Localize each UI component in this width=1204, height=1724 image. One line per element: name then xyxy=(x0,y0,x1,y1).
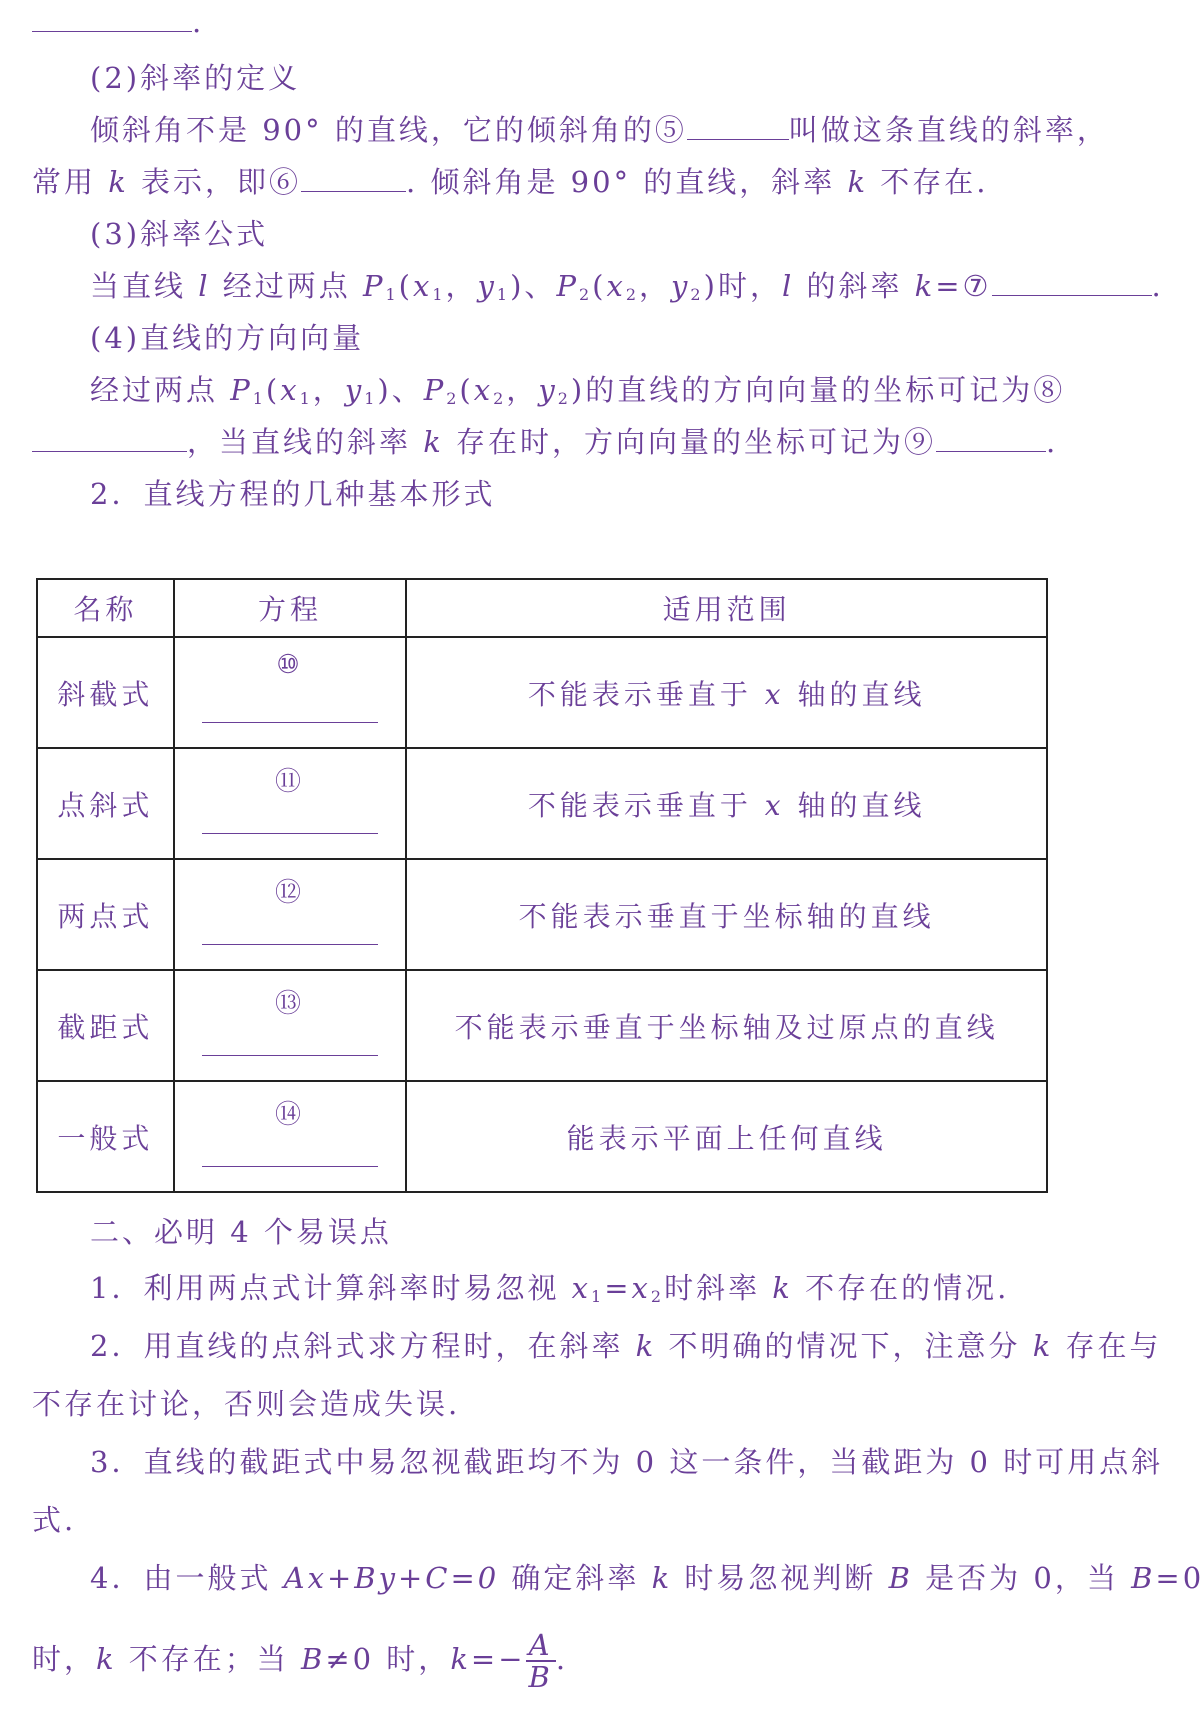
answer-blank-6[interactable] xyxy=(301,163,406,192)
form-scope: 能表示平面上任何直线 xyxy=(406,1081,1047,1192)
slope-definition-title: (2)斜率的定义 xyxy=(90,61,301,95)
table-row xyxy=(37,1081,1047,1192)
answer-blank-14[interactable] xyxy=(202,1166,379,1167)
blank-number: ⑫ xyxy=(275,878,306,908)
answer-blank[interactable] xyxy=(32,3,192,32)
fraction-a-over-b: $\frac{A}{B}$ xyxy=(526,1630,556,1692)
answer-blank-9[interactable] xyxy=(936,423,1046,452)
error-point-4-cont: 时，k 不存在；当 B≠0 时，k=− $\frac{A}{B}$ . xyxy=(32,1628,569,1694)
slope-formula-line: 当直线 l 经过两点 $P_1(x_1$，$y_1$)、$P_2(x_2$，$y_2$)时，l 的斜率 k=⑦ . xyxy=(90,269,1164,304)
table-header-scope: 适用范围 xyxy=(406,579,1047,637)
equation-cell[interactable] xyxy=(174,859,407,970)
section-title-error-points: 二、必明 4 个易误点 xyxy=(90,1215,392,1249)
form-scope: 不能表示垂直于坐标轴及过原点的直线 xyxy=(406,970,1047,1081)
equation-cell[interactable] xyxy=(174,970,407,1081)
blank-number: ⑬ xyxy=(275,989,306,1019)
error-point-1: 1．利用两点式计算斜率时易忽视 $x_1=x_2$时斜率 k 不存在的情况. xyxy=(90,1271,1010,1306)
form-scope: 不能表示垂直于坐标轴的直线 xyxy=(406,859,1047,970)
error-point-3: 3．直线的截距式中易忽视截距均不为 0 这一条件，当截距为 0 时可用点斜 xyxy=(90,1445,1164,1479)
table-row xyxy=(37,859,1047,970)
form-name: 两点式 xyxy=(37,859,174,970)
form-name: 截距式 xyxy=(37,970,174,1081)
form-scope: 不能表示垂直于 x 轴的直线 xyxy=(406,637,1047,748)
top-answer-line: . xyxy=(0,2,1112,42)
section-heading-line-forms: 2．直线方程的几种基本形式 xyxy=(90,477,496,511)
table-row xyxy=(37,748,1047,859)
direction-vector-line2: ，当直线的斜率 k 存在时，方向向量的坐标可记为⑨ . xyxy=(0,422,1112,462)
answer-blank-13[interactable] xyxy=(202,1055,379,1056)
answer-blank-8[interactable] xyxy=(32,423,187,452)
blank-number: ⑪ xyxy=(275,767,306,797)
slope-definition-line1: 倾斜角不是 90° 的直线，它的倾斜角的⑤ 叫做这条直线的斜率， xyxy=(90,113,1109,147)
form-name: 点斜式 xyxy=(37,748,174,859)
table-header-row xyxy=(37,579,1047,637)
direction-vector-title: (4)直线的方向向量 xyxy=(90,321,365,355)
blank-number: ⑩ xyxy=(276,650,304,680)
error-point-2-cont: 不存在讨论，否则会造成失误. xyxy=(32,1387,461,1421)
error-point-3-cont: 式. xyxy=(32,1503,77,1537)
equation-cell[interactable] xyxy=(174,637,407,748)
answer-blank-12[interactable] xyxy=(202,944,379,945)
slope-definition-line2: 常用 k 表示，即⑥ . 倾斜角是 90° 的直线，斜率 k 不存在. xyxy=(32,165,989,199)
form-name: 斜截式 xyxy=(37,637,174,748)
error-point-2: 2．用直线的点斜式求方程时，在斜率 k 不明确的情况下，注意分 k 存在与 xyxy=(90,1329,1162,1363)
form-name: 一般式 xyxy=(37,1081,174,1192)
error-point-4: 4．由一般式 Ax+By+C=0 确定斜率 k 时易忽视判断 B 是否为 0，当 B=0 xyxy=(90,1561,1204,1595)
slope-formula-title: (3)斜率公式 xyxy=(90,217,269,251)
table-header-name: 名称 xyxy=(37,579,174,637)
answer-blank-10[interactable] xyxy=(202,722,379,723)
table-row xyxy=(37,637,1047,748)
equation-cell[interactable] xyxy=(174,1081,407,1192)
equation-cell[interactable] xyxy=(174,748,407,859)
answer-blank-5[interactable] xyxy=(687,111,789,140)
table-row xyxy=(37,970,1047,1081)
blank-number: ⑭ xyxy=(275,1100,306,1130)
direction-vector-line1: 经过两点 $P_1(x_1$，$y_1$)、$P_2(x_2$，$y_2$)的直线的方向向量的坐标可记为⑧ xyxy=(90,373,1066,408)
line-equation-forms-table xyxy=(36,578,1048,1193)
table-header-equation: 方程 xyxy=(174,579,407,637)
answer-blank-7[interactable] xyxy=(992,267,1152,296)
answer-blank-11[interactable] xyxy=(202,833,379,834)
form-scope: 不能表示垂直于 x 轴的直线 xyxy=(406,748,1047,859)
